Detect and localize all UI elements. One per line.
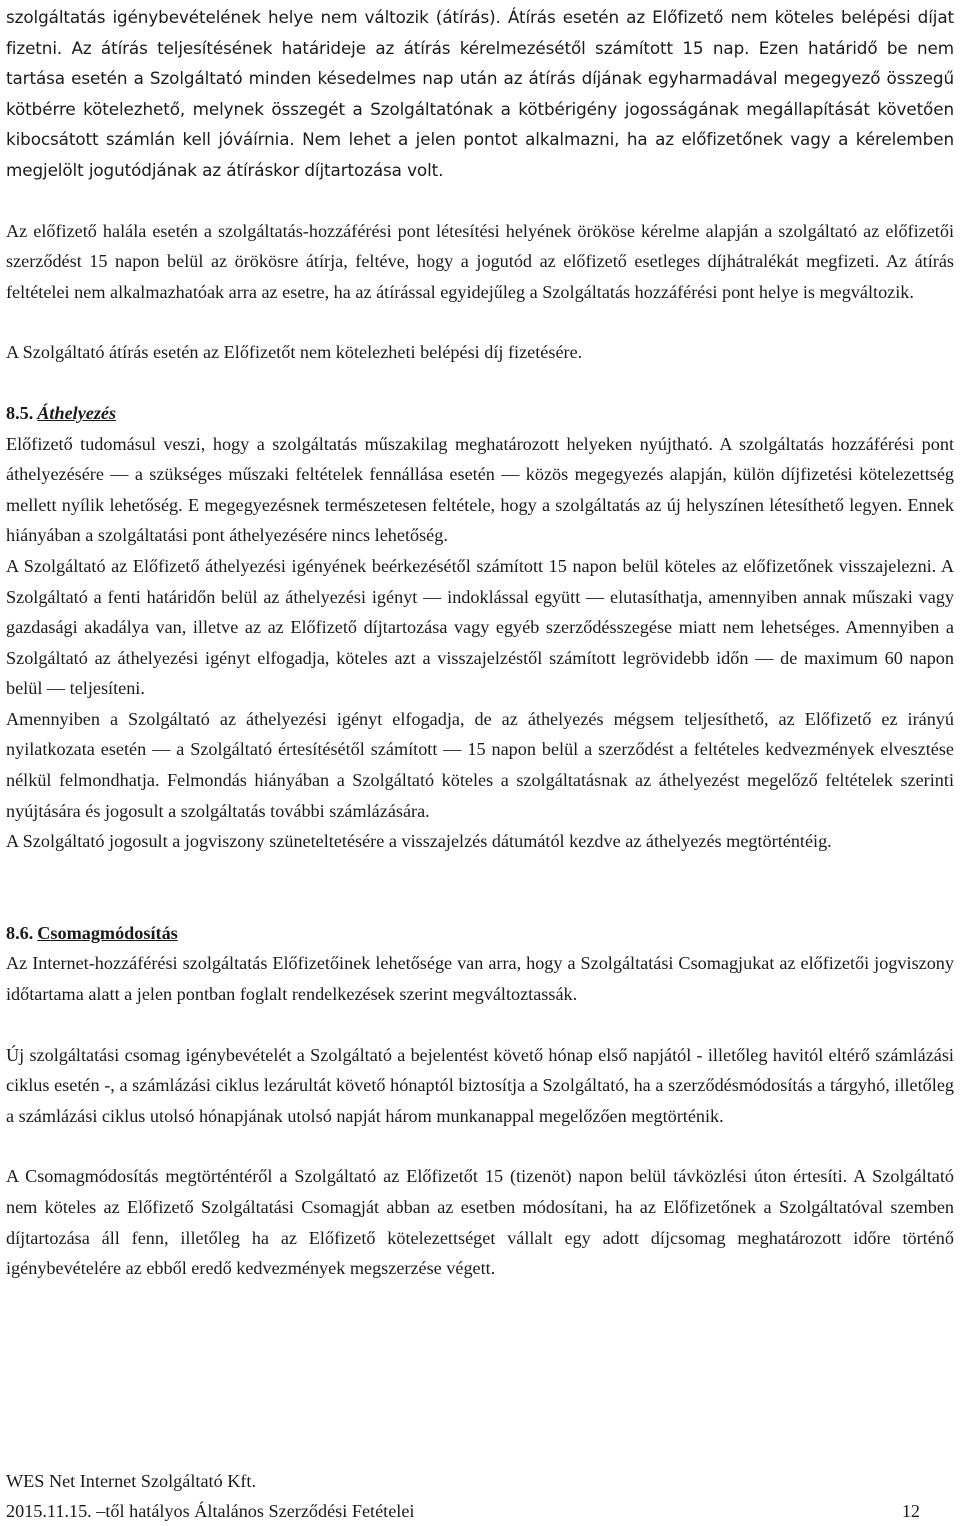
footer-page-number: 12 xyxy=(901,1501,920,1521)
section-number: 8.6. xyxy=(6,922,34,943)
paragraph-package-3: A Csomagmódosítás megtörténtéről a Szolgáltató az Előfizetőt 15 (tizenöt) napon belül távközlési úton értesíti. A Szolgáltató nem köteles az Előfizető Szolgáltatási Csomagját abban az esetben módosítani, ha az Előfizetőnek a Szolgáltatóval szemben díjtartozása áll fenn, illetőleg ha az Előfizető kötelezettséget vállalt egy adott díjcsomag meghatározott időre történő igénybevételére az ebből eredő kedvezmények megszerzése végett. xyxy=(6,1166,954,1279)
paragraph-relocation-2: A Szolgáltató az Előfizető áthelyezési igényének beérkezésétől számított 15 napon belül köteles az előfizetőnek visszajelezni. A Szolgáltató a fenti határidőn belül az áthelyezési igényt — indoklással együtt — elutasíthatja, amennyiben annak műszaki vagy gazdasági akadálya van, illetve az az Előfizető díjtartozása vagy egyéb szerződésszegése miatt nem lehetséges. Amennyiben a Szolgáltató az áthelyezési igényt elfogadja, köteles azt a visszajelzéstől számított legrövidebb időn — de maximum 60 napon belül — teljesíteni. xyxy=(6,555,954,699)
footer-company: WES Net Internet Szolgáltató Kft. xyxy=(6,1471,257,1491)
paragraph-transfer-terms: szolgáltatás igénybevételének helye nem változik (átírás). Átírás esetén az Előfizető nem köteles belépési díjat fizetni. Az átírás teljesítésének határideje az átírás kérelmezésétől számított 15 nap. Ezen határidő be nem tartása esetén a Szolgáltató minden késedelmes nap után az átírás díjának egyharmadával megegyező összegű kötbérre kötelezhető, melynek összegét a Szolgáltatónak a kötbérigény jogosságának megállapítását követően kibocsátott számlán kell jóváírnia. Nem lehet a jelen pontot alkalmazni, ha az előfizetőnek vagy a kérelemben megjelölt jogutódjának az átíráskor díjtartozása volt. xyxy=(6,7,954,180)
paragraph-relocation-4: A Szolgáltató jogosult a jogviszony szüneteltetésére a visszajelzés dátumától kezdve az áthelyezés megtörténtéig. xyxy=(6,831,832,852)
paragraph-package-2: Új szolgáltatási csomag igénybevételét a Szolgáltató a bejelentést követő hónap első napjától - illetőleg havitól eltérő számlázási ciklus esetén -, a számlázási ciklus lezárultát követő hónaptól biztosítja a Szolgáltató, ha a szerződésmódosítás a tárgyhó, illetőleg a számlázási ciklus utolsó hónapjának utolsó napját három munkanappal megelőzően megtörténik. xyxy=(6,1044,954,1126)
section-title: Áthelyezés xyxy=(37,402,117,423)
page-footer xyxy=(6,1466,920,1526)
paragraph-relocation-1: Előfizető tudomásul veszi, hogy a szolgáltatás műszakilag meghatározott helyeken nyújtható. A szolgáltatás hozzáférési pont áthelyezésére — a szükséges műszaki feltételek fennállása esetén — közös megegyezés alapján, külön díjfizetési kötelezettség mellett nyílik lehetőség. E megegyezésnek természetesen feltétele, hogy a szolgáltatás az új helyszínen létesíthető legyen. Ennek hiányában a szolgáltatási pont áthelyezésére nincs lehetőség. xyxy=(6,433,954,546)
paragraph-package-1: Az Internet-hozzáférési szolgáltatás Előfizetőinek lehetősége van arra, hogy a Szolgáltatási Csomagjukat az előfizetői jogviszony időtartama alatt a jelen pontban foglalt rendelkezések szerint megváltoztassák. xyxy=(6,953,954,1005)
paragraph-inheritance: Az előfizető halála esetén a szolgáltatás-hozzáférési pont létesítési helyének örököse kérelme alapján a szolgáltató az előfizetői szerződést 15 napon belül az örökösre átírja, feltéve, hogy a jogutód az előfizető esetleges díjhátralékát megfizeti. Az átírás feltételei nem alkalmazhatóak arra az esetre, ha az átírással egyidejűleg a Szolgáltatás hozzáférési pont helye is megváltozik. xyxy=(6,220,954,302)
paragraph-relocation-3: Amennyiben a Szolgáltató az áthelyezési igényt elfogadja, de az áthelyezés mégsem teljesíthető, az Előfizető ez irányú nyilatkozata esetén — a Szolgáltató értesítésétől számított — 15 napon belül a szerződést a feltételes kedvezmények elvesztése nélkül felmondhatja. Felmondás hiányában a Szolgáltató köteles a szolgáltatásnak az áthelyezést megelőző feltételek szerinti nyújtására és jogosult a szolgáltatás további számlázására. xyxy=(6,708,954,821)
paragraph-no-entry-fee: A Szolgáltató átírás esetén az Előfizetőt nem kötelezheti belépési díj fizetésére. xyxy=(6,342,583,363)
section-title: Csomagmódosítás xyxy=(37,922,178,943)
footer-row xyxy=(6,1496,920,1526)
section-number: 8.5. xyxy=(6,402,34,423)
section-heading-package-change xyxy=(6,918,954,949)
footer-effective-date: 2015.11.15. –től hatályos Általános Szerződési Fetételei xyxy=(6,1501,415,1521)
document-page xyxy=(6,2,954,1284)
section-heading-relocation xyxy=(6,398,954,429)
